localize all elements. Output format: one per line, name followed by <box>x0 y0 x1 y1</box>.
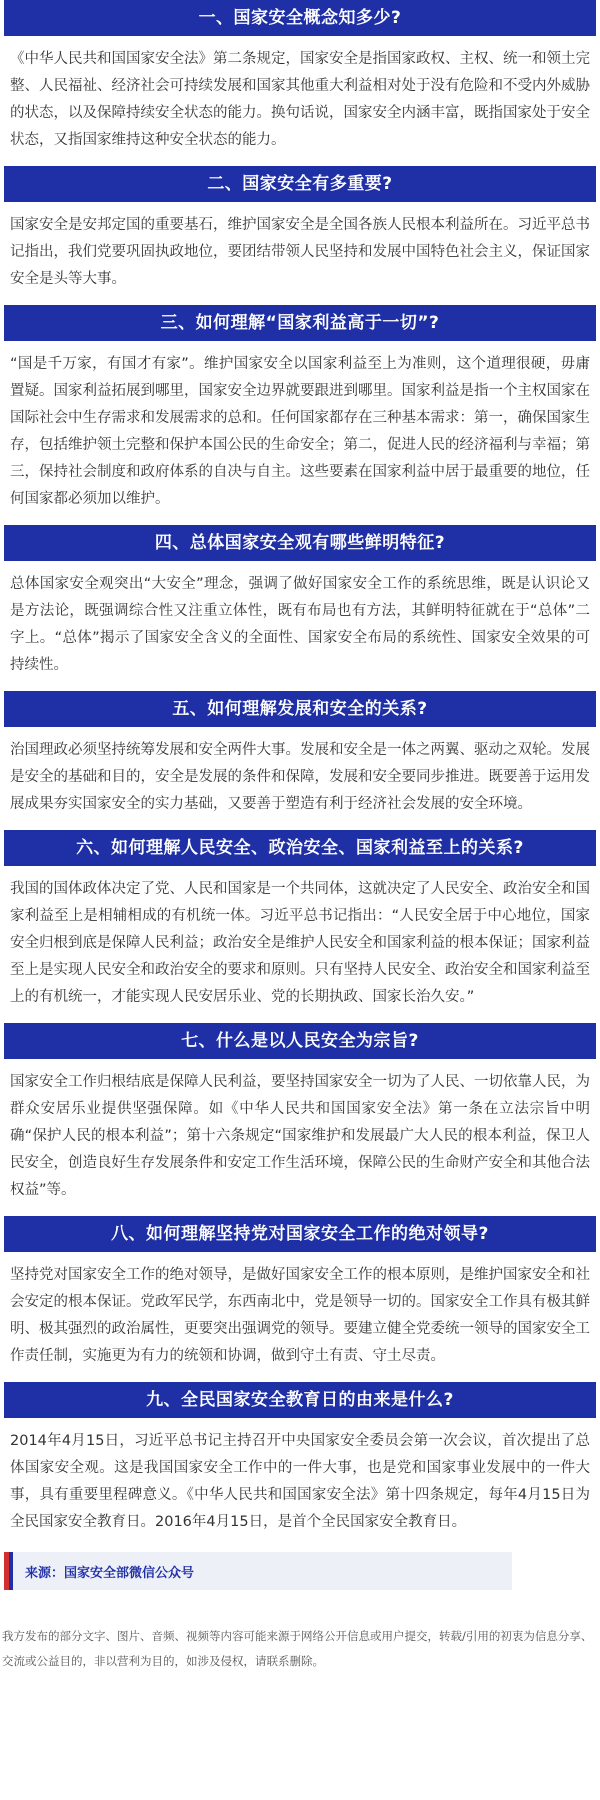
section-4 <box>0 525 600 691</box>
section-body: 我国的国体政体决定了党、人民和国家是一个共同体，这就决定了人民安全、政治安全和国家利益至上是相辅相成的有机统一体。习近平总书记指出：“人民安全居于中心地位，国家安全归根到底是保障人民利益；政治安全是维护人民安全和国家利益的根本保证；国家利益至上是实现人民安全和政治安全的要求和原则。只有坚持人民安全、政治安全和国家利益至上的有机统一，才能实现人民安居乐业、党的长期执政、国家长治久安。” <box>10 881 590 1005</box>
source-label: 来源：国家安全部微信公众号 <box>25 1565 195 1581</box>
section-2 <box>0 166 600 305</box>
section-title: 六、如何理解人民安全、政治安全、国家利益至上的关系? <box>4 830 596 866</box>
section-body: “国是千万家，有国才有家”。维护国家安全以国家利益至上为准则，这个道理很硬，毋庸置疑。国家利益拓展到哪里，国家安全边界就要跟进到哪里。国家利益是指一个主权国家在国际社会中生存需求和发展需求的总和。任何国家都存在三种基本需求：第一，确保国家生存，包括维护领土完整和保护本国公民的生命安全；第二，促进人民的经济福利与幸福；第三，保持社会制度和政府体系的自决与自主。这些要素在国家利益中居于最重要的地位，任何国家都必须加以维护。 <box>10 356 590 507</box>
section-body: 2014年4月15日，习近平总书记主持召开中央国家安全委员会第一次会议，首次提出了总体国家安全观。这是我国国家安全工作中的一件大事，也是党和国家事业发展中的一件大事，具有重要里程碑意义。《中华人民共和国国家安全法》第十四条规定，每年4月15日为全民国家安全教育日。2016年4月15日，是首个全民国家安全教育日。 <box>10 1433 590 1530</box>
source-box <box>4 1552 512 1590</box>
section-8 <box>0 1216 600 1382</box>
section-7 <box>0 1023 600 1216</box>
section-3 <box>0 305 600 525</box>
section-body: 国家安全是安邦定国的重要基石，维护国家安全是全国各族人民根本利益所在。习近平总书记指出，我们党要巩固执政地位，要团结带领人民坚持和发展中国特色社会主义，保证国家安全是头等大事。 <box>10 217 590 287</box>
section-title: 九、全民国家安全教育日的由来是什么? <box>4 1382 596 1418</box>
section-body: 坚持党对国家安全工作的绝对领导，是做好国家安全工作的根本原则，是维护国家安全和社会安定的根本保证。党政军民学，东西南北中，党是领导一切的。国家安全工作具有极其鲜明、极其强烈的政治属性，更要突出强调党的领导。要建立健全党委统一领导的国家安全工作责任制，实施更为有力的统领和协调，做到守土有责、守土尽责。 <box>10 1267 590 1364</box>
section-title: 二、国家安全有多重要? <box>4 166 596 202</box>
section-5 <box>0 691 600 830</box>
section-title: 一、国家安全概念知多少? <box>4 0 596 36</box>
section-1 <box>0 0 600 166</box>
section-6 <box>0 830 600 1023</box>
source-accent-bar <box>9 1552 13 1590</box>
disclaimer-text: 我方发布的部分文字、图片、音频、视频等内容可能来源于网络公开信息或用户提交，转载/引用的初衷为信息分享、交流或公益目的，非以营利为目的，如涉及侵权，请联系删除。 <box>2 1629 593 1668</box>
section-body: 治国理政必须坚持统筹发展和安全两件大事。发展和安全是一体之两翼、驱动之双轮。发展是安全的基础和目的，安全是发展的条件和保障，发展和安全要同步推进。既要善于运用发展成果夯实国家安全的实力基础，又要善于塑造有利于经济社会发展的安全环境。 <box>10 742 590 812</box>
section-body: 《中华人民共和国国家安全法》第二条规定，国家安全是指国家政权、主权、统一和领土完整、人民福祉、经济社会可持续发展和国家其他重大利益相对处于没有危险和不受内外威胁的状态，以及保障持续安全状态的能力。换句话说，国家安全内涵丰富，既指国家处于安全状态，又指国家维持这种安全状态的能力。 <box>10 51 590 148</box>
section-title: 四、总体国家安全观有哪些鲜明特征? <box>4 525 596 561</box>
section-title: 五、如何理解发展和安全的关系? <box>4 691 596 727</box>
section-9 <box>0 1382 600 1548</box>
section-title: 八、如何理解坚持党对国家安全工作的绝对领导? <box>4 1216 596 1252</box>
section-body: 国家安全工作归根结底是保障人民利益，要坚持国家安全一切为了人民、一切依靠人民，为群众安居乐业提供坚强保障。如《中华人民共和国国家安全法》第一条在立法宗旨中明确“保护人民的根本利益”；第十六条规定“国家维护和发展最广大人民的根本利益，保卫人民安全，创造良好生存发展条件和安定工作生活环境，保障公民的生命财产安全和其他合法权益”等。 <box>10 1074 590 1198</box>
section-title: 七、什么是以人民安全为宗旨? <box>4 1023 596 1059</box>
section-body: 总体国家安全观突出“大安全”理念，强调了做好国家安全工作的系统思维，既是认识论又是方法论，既强调综合性又注重立体性，既有布局也有方法，其鲜明特征就在于“总体”二字上。“总体”揭示了国家安全含义的全面性、国家安全布局的系统性、国家安全效果的可持续性。 <box>10 576 590 673</box>
section-title: 三、如何理解“国家利益高于一切”? <box>4 305 596 341</box>
